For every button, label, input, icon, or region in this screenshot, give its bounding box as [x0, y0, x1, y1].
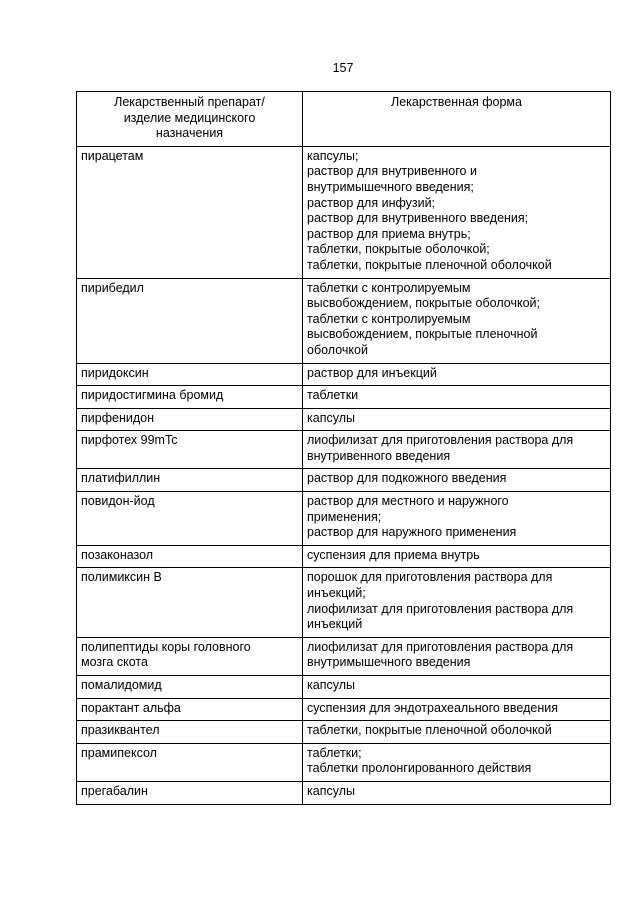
table-row	[77, 278, 611, 363]
table-row	[77, 721, 611, 744]
dosage-form-cell	[303, 431, 611, 469]
drug-name-line: пирибедил	[81, 280, 144, 295]
dosage-form-line: раствор для приема внутрь;	[307, 226, 471, 241]
dosage-form-line: применения;	[307, 509, 382, 524]
dosage-form-line: капсулы	[307, 410, 355, 425]
dosage-form-cell	[303, 637, 611, 675]
dosage-form-line: порошок для приготовления раствора для	[307, 570, 553, 585]
page-number: 157	[332, 61, 354, 75]
drug-name-line: пирфотех 99mTc	[81, 433, 178, 448]
drug-name-line: порактант альфа	[81, 700, 181, 715]
dosage-form-line: лиофилизат для приготовления раствора для	[307, 639, 574, 654]
dosage-form-line: высвобождением, покрытые пленочной	[307, 327, 538, 342]
dosage-form-line: таблетки пролонгированного действия	[307, 761, 532, 776]
dosage-form-line: раствор для инфузий;	[307, 195, 436, 210]
dosage-form-line: раствор для наружного применения	[307, 525, 517, 540]
header-line: Лекарственный препарат/	[114, 95, 265, 109]
dosage-form-line: таблетки с контролируемым	[307, 311, 471, 326]
table-row	[77, 698, 611, 721]
drug-name-cell	[77, 545, 303, 568]
drug-name-cell	[77, 363, 303, 386]
dosage-form-line: таблетки;	[307, 745, 362, 760]
dosage-form-cell	[303, 568, 611, 637]
table-row	[77, 146, 611, 278]
table-row	[77, 743, 611, 781]
dosage-form-cell	[303, 545, 611, 568]
dosage-form-line: внутримышечного введения	[307, 655, 471, 670]
dosage-form-cell	[303, 386, 611, 409]
dosage-form-line: раствор для инъекций	[307, 365, 437, 380]
dosage-form-line: раствор для внутривенного введения;	[307, 211, 529, 226]
drug-name-line: пирфенидон	[81, 410, 154, 425]
dosage-form-line: капсулы	[307, 783, 355, 798]
table-row	[77, 386, 611, 409]
header-form	[303, 92, 611, 147]
header-drug	[77, 92, 303, 147]
drug-name-cell	[77, 637, 303, 675]
drug-name-line: пиридостигмина бромид	[81, 388, 224, 403]
dosage-form-cell	[303, 278, 611, 363]
drug-name-cell	[77, 743, 303, 781]
dosage-form-line: инъекций	[307, 617, 363, 632]
dosage-form-line: раствор для подкожного введения	[307, 471, 507, 486]
drug-name-cell	[77, 278, 303, 363]
table-row	[77, 363, 611, 386]
dosage-form-line: лиофилизат для приготовления раствора для	[307, 433, 574, 448]
drug-table	[76, 91, 611, 805]
drug-name-line: празиквантел	[81, 723, 160, 738]
dosage-form-line: внутривенного введения	[307, 448, 451, 463]
table-row	[77, 637, 611, 675]
dosage-form-line: инъекций;	[307, 586, 366, 601]
drug-name-line: полимиксин В	[81, 570, 162, 585]
dosage-form-line: таблетки, покрытые оболочкой;	[307, 242, 490, 257]
drug-name-cell	[77, 781, 303, 804]
drug-name-cell	[77, 676, 303, 699]
drug-name-line: мозга скота	[81, 655, 148, 670]
drug-name-cell	[77, 431, 303, 469]
table-row	[77, 469, 611, 492]
dosage-form-cell	[303, 781, 611, 804]
dosage-form-line: оболочкой	[307, 342, 368, 357]
table-body	[77, 146, 611, 804]
table-row	[77, 781, 611, 804]
drug-name-cell	[77, 492, 303, 546]
drug-name-cell	[77, 721, 303, 744]
dosage-form-cell	[303, 743, 611, 781]
dosage-form-line: высвобождением, покрытые оболочкой;	[307, 296, 540, 311]
table-header-row	[77, 92, 611, 147]
header-line: Лекарственная форма	[391, 95, 522, 109]
drug-name-line: пирацетам	[81, 148, 144, 163]
dosage-form-line: таблетки, покрытые пленочной оболочкой	[307, 723, 552, 738]
drug-name-line: пиридоксин	[81, 365, 149, 380]
dosage-form-line: таблетки	[307, 388, 359, 403]
dosage-form-line: раствор для местного и наружного	[307, 494, 509, 509]
drug-name-line: повидон-йод	[81, 494, 155, 509]
drug-name-line: помалидомид	[81, 678, 162, 692]
drug-name-cell	[77, 386, 303, 409]
table-row	[77, 545, 611, 568]
dosage-form-cell	[303, 146, 611, 278]
drug-name-line: позаконазол	[81, 547, 154, 562]
table-row	[77, 408, 611, 431]
drug-name-line: платифиллин	[81, 471, 161, 486]
table-row	[77, 492, 611, 546]
drug-name-cell	[77, 408, 303, 431]
dosage-form-cell	[303, 721, 611, 744]
drug-name-cell	[77, 469, 303, 492]
table-row	[77, 431, 611, 469]
drug-name-line: прегабалин	[81, 783, 148, 798]
dosage-form-line: раствор для внутривенного и	[307, 164, 477, 179]
dosage-form-line: внутримышечного введения;	[307, 179, 474, 194]
table-row	[77, 676, 611, 699]
dosage-form-cell	[303, 408, 611, 431]
drug-name-cell	[77, 698, 303, 721]
drug-name-cell	[77, 146, 303, 278]
dosage-form-cell	[303, 698, 611, 721]
dosage-form-cell	[303, 676, 611, 699]
dosage-form-line: суспензия для эндотрахеального введения	[307, 700, 559, 715]
drug-name-line: полипептиды коры головного	[81, 639, 251, 654]
dosage-form-line: суспензия для приема внутрь	[307, 547, 480, 562]
header-line: назначения	[155, 126, 224, 141]
dosage-form-line: лиофилизат для приготовления раствора для	[307, 601, 574, 616]
dosage-form-line: таблетки, покрытые пленочной оболочкой	[307, 257, 552, 272]
dosage-form-line: таблетки с контролируемым	[307, 280, 471, 295]
dosage-form-cell	[303, 492, 611, 546]
drug-name-cell	[77, 568, 303, 637]
dosage-form-cell	[303, 469, 611, 492]
drug-name-line: прамипексол	[81, 745, 157, 760]
dosage-form-line: капсулы	[307, 678, 355, 692]
header-line: изделие медицинского	[123, 110, 256, 125]
dosage-form-line: капсулы;	[307, 148, 359, 163]
table-row	[77, 568, 611, 637]
dosage-form-cell	[303, 363, 611, 386]
